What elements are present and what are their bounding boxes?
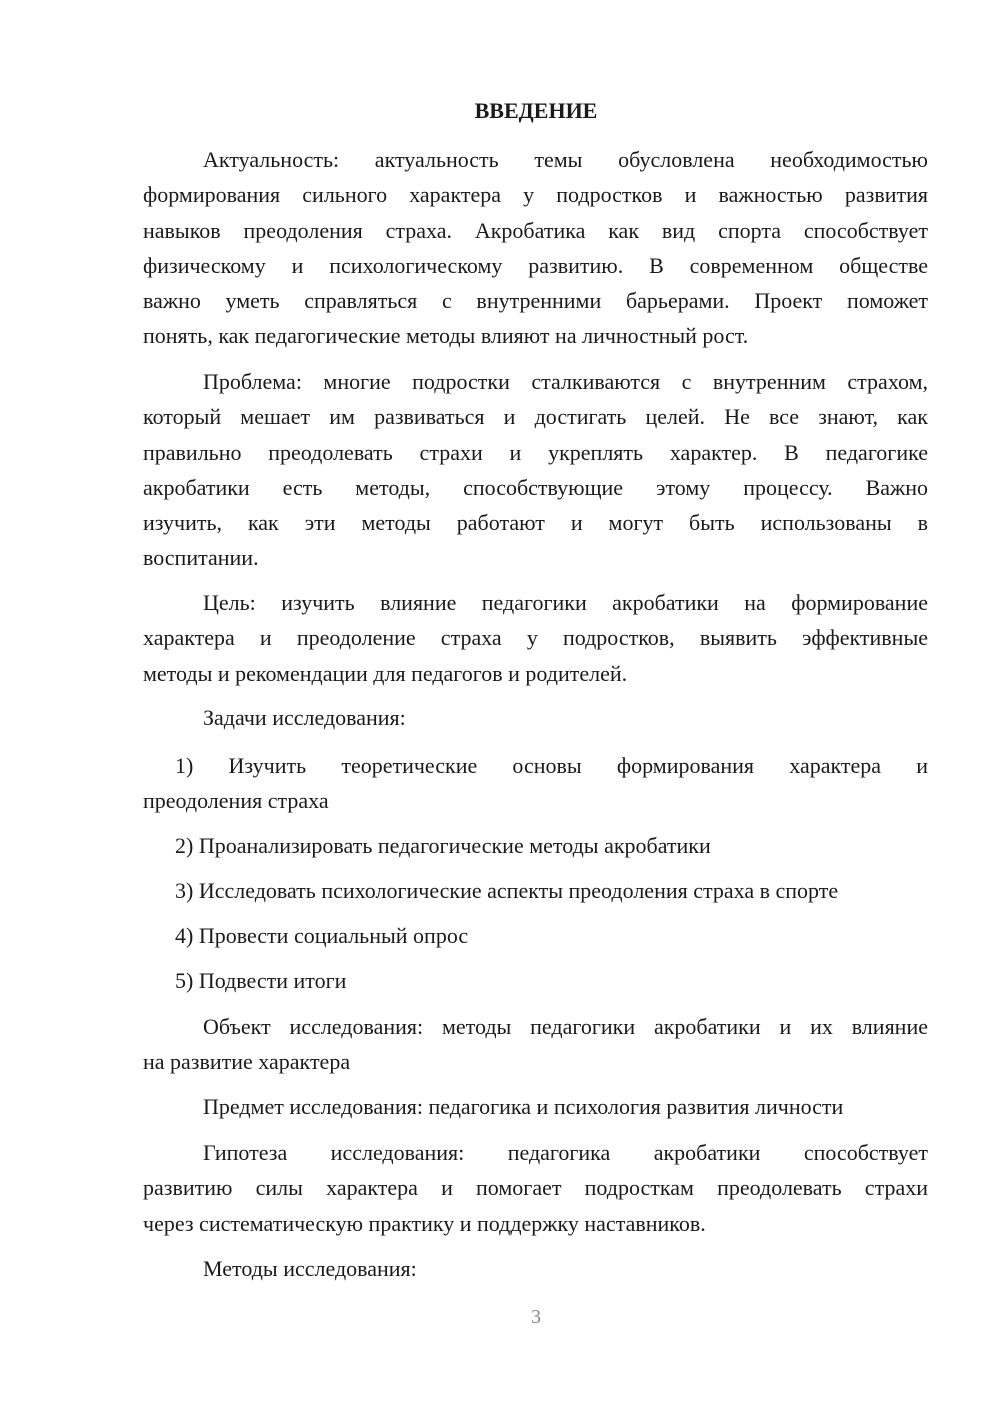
text-line: 1) Изучить теоретические основы формирования характера и [175,753,928,778]
text-line: который мешает им развиваться и достигать целей. Не все знают, как [143,404,928,430]
task-item-2: 2) Проанализировать педагогические методы акробатики [175,833,711,858]
text-line: Объект исследования: методы педагогики акробатики и их влияние [203,1014,928,1039]
problem-paragraph [143,364,928,576]
text-line: Цель: изучить влияние педагогики акробатики на формирование [203,590,928,615]
text-line: правильно преодолевать страхи и укреплять характер. В педагогике [143,439,928,465]
text-line: формирования сильного характера у подростков и важностью развития [143,182,928,208]
text-line: физическому и психологическому развитию. В современном обществе [143,252,928,278]
text-line: развитию силы характера и помогает подросткам преодолевать страхи [143,1175,928,1201]
text-line: Гипотеза исследования: педагогика акробатики способствует [203,1140,928,1165]
text-line: воспитании. [143,545,259,571]
text-line: преодоления страха [143,788,329,814]
text-line: Актуальность: актуальность темы обусловлена необходимостью [203,147,928,172]
object-paragraph [143,1009,928,1080]
goal-paragraph [143,585,928,691]
subject-paragraph: Предмет исследования: педагогика и психология развития личности [203,1094,844,1119]
task-item-5: 5) Подвести итоги [175,968,347,993]
text-line: через систематическую практику и поддержку наставников. [143,1210,706,1236]
text-line: акробатики есть методы, способствующие этому процессу. Важно [143,474,928,500]
task-item-3: 3) Исследовать психологические аспекты преодоления страха в спорте [175,878,839,903]
page-number: 3 [531,1306,541,1328]
text-line: изучить, как эти методы работают и могут быть использованы в [143,510,928,536]
section-title: ВВЕДЕНИЕ [474,98,598,123]
task-item-1 [143,748,928,819]
methods-heading: Методы исследования: [203,1256,417,1281]
task-item-4: 4) Провести социальный опрос [175,923,469,948]
hypothesis-paragraph [143,1135,928,1241]
text-line: важно уметь справляться с внутренними барьерами. Проект поможет [143,288,928,314]
text-line: понять, как педагогические методы влияют на личностный рост. [143,323,749,349]
text-line: методы и рекомендации для педагогов и родителей. [143,660,628,686]
text-line: на развитие характера [143,1049,351,1075]
text-line: навыков преодоления страха. Акробатика как вид спорта способствует [143,217,928,243]
text-line: Проблема: многие подростки сталкиваются с внутренним страхом, [203,369,928,394]
relevance-paragraph [143,142,928,354]
tasks-heading: Задачи исследования: [203,705,406,730]
text-line: характера и преодоление страха у подростков, выявить эффективные [143,625,928,651]
